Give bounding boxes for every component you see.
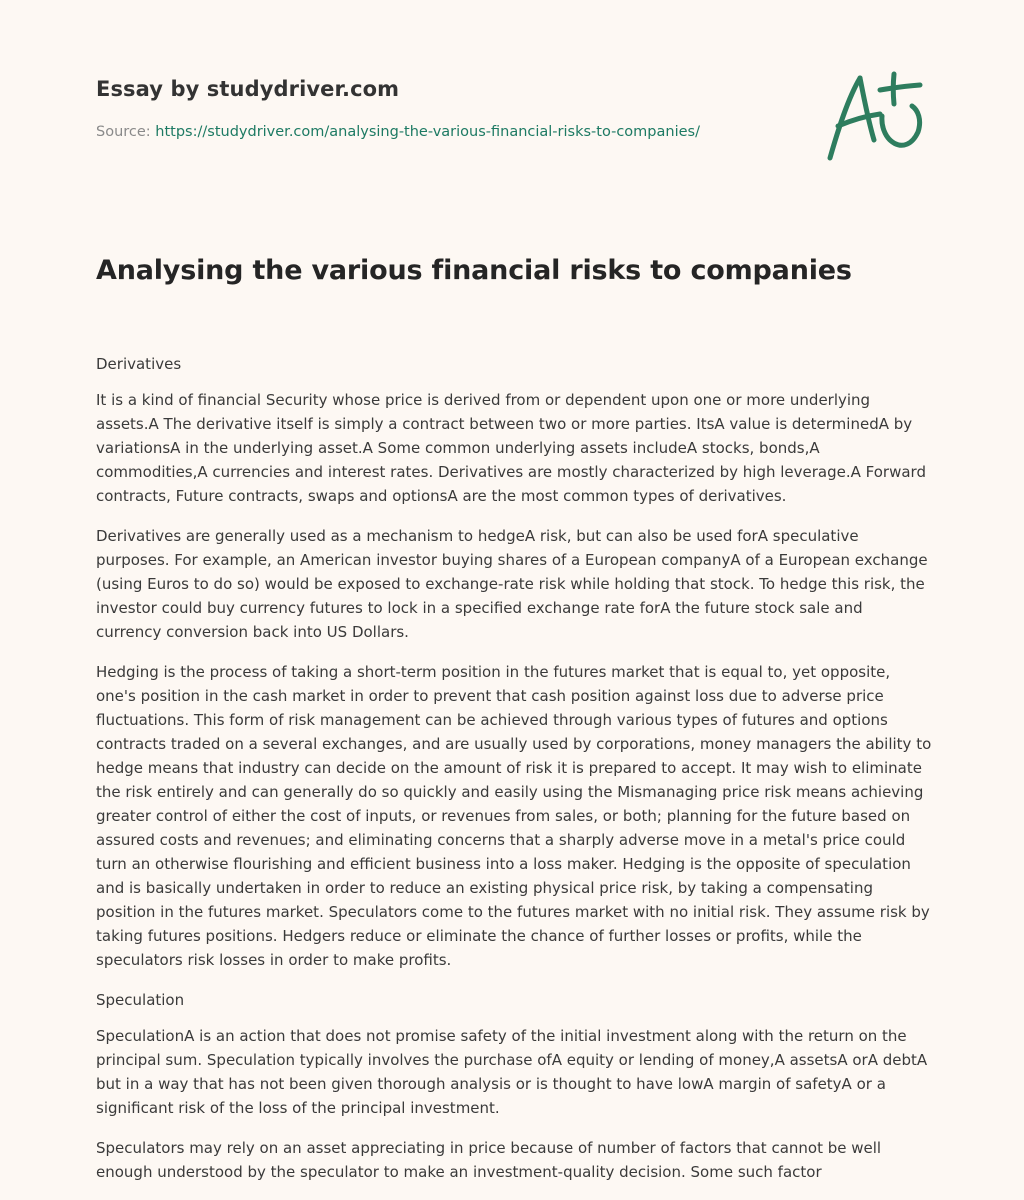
- paragraph: SpeculationA is an action that does not promise safety of the initial investment along with the return on the principal sum. Speculation typically involves the purchase ofA equity or lending of money,A assetsA orA debtA but in a way that has not been given thorough analysis or is thought to have lowA margin of safetyA or a significant risk of the loss of the principal investment.: [96, 1027, 928, 1117]
- source-link[interactable]: https://studydriver.com/analysing-the-various-financial-risks-to-companies/: [155, 124, 700, 140]
- section-heading: Derivatives: [96, 355, 182, 373]
- paragraph: Speculators may rely on an asset appreciating in price because of number of factors that cannot be well enough understood by the speculator to make an investment-quality decision. Some such factor: [96, 1139, 882, 1181]
- a-plus-logo-icon: [822, 68, 926, 164]
- source-line: [96, 124, 700, 140]
- section-heading: Speculation: [96, 991, 185, 1009]
- paragraph: Hedging is the process of taking a short-term position in the futures market that is equal to, yet opposite, one's position in the cash market in order to prevent that cash position against loss due to adverse price fluctuations. This form of risk management can be achieved through various types of futures and options contracts traded on a several exchanges, and are usually used by corporations, money managers the ability to hedge means that industry can decide on the amount of risk it is prepared to accept. It may wish to eliminate the risk entirely and can generally do so quickly and easily using the Mismanaging price risk means achieving greater control of either the cost of inputs, or revenues from sales, or both; planning for the future based on assured costs and revenues; and eliminating concerns that a sharply adverse move in a metal's price could turn an otherwise flourishing and efficient business into a loss maker. Hedging is the opposite of speculation and is basically undertaken in order to reduce an existing physical price risk, by taking a compensating position in the futures market. Speculators come to the futures market with no initial risk. They assume risk by taking futures positions. Hedgers reduce or eliminate the chance of further losses or profits, while the speculators risk losses in order to make profits.: [96, 663, 932, 969]
- paragraph: It is a kind of financial Security whose price is derived from or dependent upon one or more underlying assets.A The derivative itself is simply a contract between two or more parties. ItsA value is determinedA by variationsA in the underlying asset.A Some common underlying assets includeA stocks, bonds,A commodities,A currencies and interest rates. Derivatives are mostly characterized by high leverage.A Forward contracts, Future contracts, swaps and optionsA are the most common types of derivatives.: [96, 391, 926, 505]
- essay-title: Analysing the various financial risks to companies: [96, 255, 852, 286]
- source-label: Source:: [96, 124, 151, 140]
- paragraph: Derivatives are generally used as a mechanism to hedgeA risk, but can also be used forA speculative purposes. For example, an American investor buying shares of a European companyA of a European exchange (using Euros to do so) would be exposed to exchange-rate risk while holding that stock. To hedge this risk, the investor could buy currency futures to lock in a specified exchange rate forA the future stock sale and currency conversion back into US Dollars.: [96, 527, 928, 641]
- brand-title: Essay by studydriver.com: [96, 77, 400, 101]
- essay-content: [96, 352, 932, 1200]
